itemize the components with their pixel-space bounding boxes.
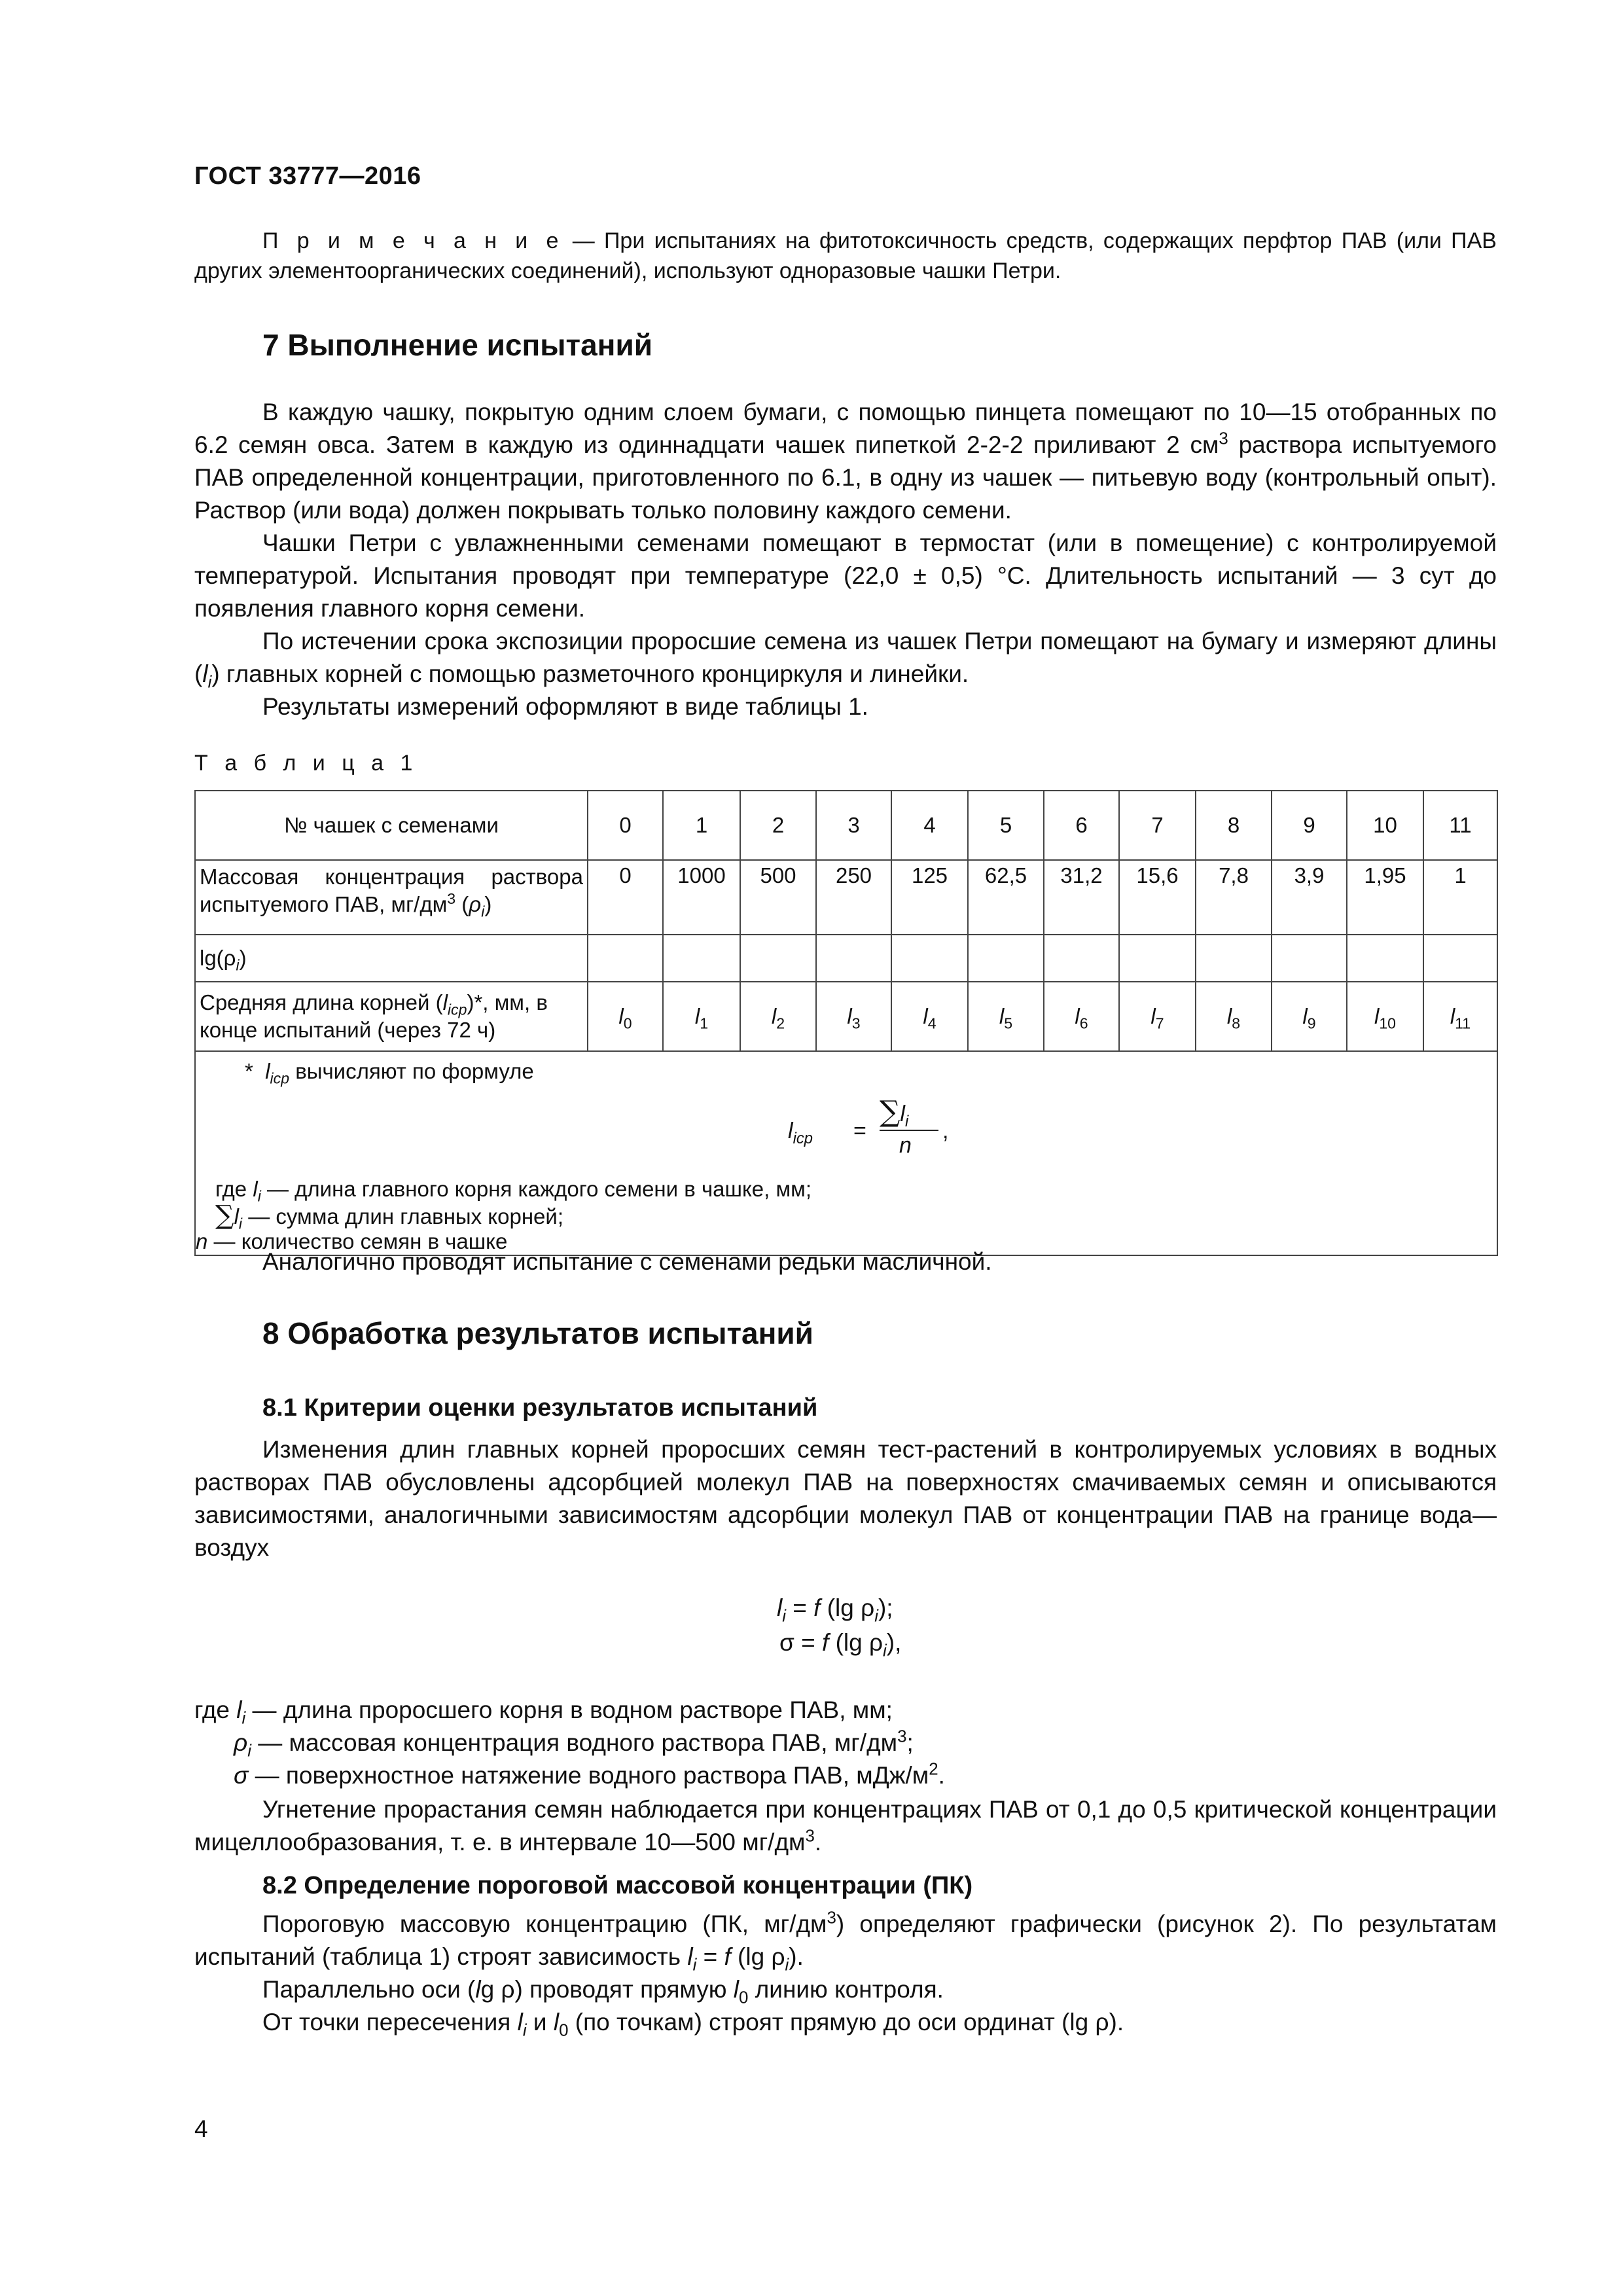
- text-run: ): [239, 946, 247, 970]
- section-7-title: 7 Выполнение испытаний: [262, 328, 653, 362]
- fraction-bar: [880, 1130, 938, 1131]
- where-line-sigma: [234, 1759, 945, 1792]
- lg-cell: [588, 935, 663, 982]
- cup-number-cell: 10: [1347, 791, 1423, 860]
- root-length-cell: [1044, 982, 1119, 1051]
- text-run: g ρ) проводят прямую: [480, 1976, 734, 2003]
- subscript: i: [692, 1956, 697, 1975]
- subscript: i: [874, 1607, 878, 1626]
- lg-cell: [1044, 935, 1119, 982]
- lg-cell: [1196, 935, 1272, 982]
- section-8-2-paragraph-2: [194, 1973, 1497, 2006]
- concentration-row: [195, 860, 1497, 935]
- section-7-paragraph-3: [194, 625, 1497, 691]
- text-run: раствора испытуемого ПАВ определенной концентрации, приготовленного по 6.1, в одну из чашек — питьевую воду (контрольный опыт). Раствор (или вода) должен покрывать только половину каждого семени.: [194, 431, 1497, 524]
- subscript: i: [241, 1709, 246, 1728]
- superscript: 3: [1219, 429, 1228, 448]
- note-label: П р и м е ч а н и е: [262, 228, 563, 253]
- subscript: i: [904, 1112, 909, 1130]
- lg-cell: [1272, 935, 1347, 982]
- lg-row: [195, 935, 1497, 982]
- root-length-cell: [1347, 982, 1423, 1051]
- variable: σ: [234, 1762, 249, 1789]
- variable: n: [196, 1229, 208, 1253]
- section-8-1-title: 8.1 Критерии оценки результатов испытаний: [262, 1394, 818, 1422]
- text-run: .: [814, 1829, 822, 1856]
- text-run: .: [938, 1762, 945, 1789]
- variable: l: [1302, 1004, 1308, 1028]
- text-run: lg(ρ: [200, 946, 236, 970]
- footnote-where-2: [215, 1202, 563, 1230]
- subscript: i: [481, 903, 485, 920]
- variable: l: [234, 1204, 239, 1229]
- table-1: [194, 790, 1498, 1256]
- text-run: Пороговую массовую концентрацию (ПК, мг/дм: [262, 1910, 827, 1937]
- subscript: 0: [559, 2021, 569, 2040]
- lg-cell: [968, 935, 1044, 982]
- section-8-2-body: [194, 1908, 1497, 2039]
- where-line-l: [194, 1694, 893, 1727]
- note-text: — При испытаниях на фитотоксичность средств, содержащих перфтор ПАВ (или ПАВ других элементоорганических соединений), используют одноразовые чашки Петри.: [194, 228, 1497, 283]
- text-run: (по точкам) строят прямую до оси ординат (lg ρ).: [568, 2009, 1124, 2036]
- text-run: ),: [886, 1629, 902, 1656]
- subscript: 5: [1004, 1014, 1013, 1032]
- root-length-cell: [968, 982, 1044, 1051]
- lg-cell: [1347, 935, 1423, 982]
- text-run: — поверхностное натяжение водного раствора ПАВ, мДж/м: [248, 1762, 929, 1789]
- where-line-rho: [234, 1727, 914, 1759]
- root-length-cell: [1272, 982, 1347, 1051]
- cup-number-cell: 9: [1272, 791, 1347, 860]
- variable: l: [1226, 1004, 1232, 1028]
- cup-number-cell: 2: [740, 791, 816, 860]
- lg-cell: [1423, 935, 1497, 982]
- text-run: — массовая концентрация водного раствора ПАВ, мг/дм: [251, 1729, 898, 1756]
- subscript: i: [257, 1187, 261, 1205]
- root-length-cell: [1423, 982, 1497, 1051]
- subscript: icp: [447, 1001, 467, 1018]
- cup-number-cell: 3: [816, 791, 891, 860]
- subscript: 1: [700, 1014, 709, 1032]
- sum-symbol: ∑: [880, 1095, 901, 1128]
- variable: l: [442, 990, 448, 1014]
- variable: f: [813, 1594, 821, 1621]
- text-run: вычисляют по формуле: [289, 1059, 534, 1083]
- root-length-cell: [1196, 982, 1272, 1051]
- text-run: По истечении срока экспозиции проросшие семена из чашек Петри помещают на бумагу и измеряют длины (: [194, 628, 1497, 687]
- section-7-paragraph-2: Чашки Петри с увлажненными семенами помещают в термостат (или в помещение) с контролируемой температурой. Испытания проводят при температуре (22,0 ± 0,5) °С. Длительность испытаний — 3 сут до появления главного корня семени.: [194, 529, 1497, 622]
- text-run: =: [696, 1943, 724, 1970]
- text-run: линию контроля.: [748, 1976, 944, 2003]
- subscript: i: [238, 1215, 243, 1232]
- root-length-row: [195, 982, 1497, 1051]
- lg-cell: [740, 935, 816, 982]
- section-8-1-paragraph-1: Изменения длин главных корней проросших семян тест-растений в контролируемых условиях в водных растворах ПАВ обусловлены адсорбцией молекул ПАВ на поверхностях смачиваемых семян и описываются зависимостями, аналогичными зависимостям адсорбции молекул ПАВ от концентрации ПАВ на границе вода—воздух: [194, 1436, 1497, 1561]
- text-run: — длина проросшего корня в водном растворе ПАВ, мм;: [245, 1696, 893, 1723]
- subscript: 9: [1307, 1014, 1316, 1032]
- formula-1: [777, 1594, 893, 1626]
- section-8-title: 8 Обработка результатов испытаний: [262, 1316, 813, 1350]
- section-7-paragraph-1: [194, 396, 1497, 527]
- text-run: — длина главного корня каждого семени в чашке, мм;: [260, 1177, 812, 1201]
- superscript: 2: [929, 1760, 938, 1779]
- lg-label-cell: [195, 935, 588, 982]
- concentration-cell: 15,6: [1119, 860, 1196, 935]
- after-table-paragraph: Аналогично проводят испытание с семенами редьки масличной.: [262, 1248, 992, 1275]
- variable: l: [553, 2009, 560, 2036]
- subscript: i: [236, 956, 240, 974]
- lg-cell: [891, 935, 968, 982]
- text-run: ;: [906, 1729, 914, 1756]
- concentration-cell: 3,9: [1272, 860, 1347, 935]
- footnote-row: [195, 1051, 1497, 1255]
- text-run: (lg ρ: [730, 1943, 785, 1970]
- variable: l: [1374, 1004, 1380, 1028]
- subscript: 11: [1455, 1014, 1471, 1032]
- variable: l: [618, 1004, 624, 1028]
- root-length-cell: [663, 982, 740, 1051]
- text-run: =: [786, 1594, 814, 1621]
- variable: l: [202, 660, 208, 687]
- equals-sign: =: [853, 1119, 866, 1143]
- subscript: 4: [927, 1014, 936, 1032]
- text-run: ) главных корней с помощью разметочного кронциркуля и линейки.: [211, 660, 969, 687]
- variable: l: [687, 1943, 693, 1970]
- text-run: где: [194, 1696, 237, 1723]
- subscript: 8: [1232, 1014, 1241, 1032]
- subscript: 7: [1155, 1014, 1164, 1032]
- text-run: σ =: [779, 1629, 823, 1656]
- cup-number-cell: 4: [891, 791, 968, 860]
- variable: l: [253, 1177, 258, 1201]
- cup-number-cell: 6: [1044, 791, 1119, 860]
- subscript: i: [207, 673, 212, 692]
- root-length-cell: [816, 982, 891, 1051]
- text-run: ) определяют графически (рисунок 2). По результатам испытаний (таблица 1) строят зависимость: [194, 1910, 1497, 1970]
- text-run: — сумма длин главных корней;: [242, 1204, 564, 1229]
- variable: ρ: [234, 1729, 248, 1756]
- text-run: От точки пересечения: [262, 2009, 518, 2036]
- text-run: и: [526, 2009, 554, 2036]
- footnote-where-1: [215, 1176, 812, 1205]
- section-7-paragraph-4: Результаты измерений оформляют в виде таблицы 1.: [262, 693, 868, 720]
- concentration-cell: 1000: [663, 860, 740, 935]
- root-length-label-cell: [195, 982, 588, 1051]
- text-run: )*, мм, в конце испытаний (через 72 ч): [200, 990, 548, 1042]
- concentration-label-cell: [195, 860, 588, 935]
- text-run: Массовая концентрация раствора испытуемого ПАВ, мг/дм: [200, 865, 583, 916]
- concentration-cell: 7,8: [1196, 860, 1272, 935]
- text-run: (lg ρ: [829, 1629, 883, 1656]
- comma: ,: [942, 1119, 949, 1143]
- text-run: (: [455, 892, 469, 916]
- concentration-cell: 125: [891, 860, 968, 935]
- cup-number-cell: 11: [1423, 791, 1497, 860]
- subscript: 2: [776, 1014, 785, 1032]
- concentration-cell: 31,2: [1044, 860, 1119, 935]
- subscript: icp: [793, 1129, 813, 1147]
- concentration-cell: 62,5: [968, 860, 1044, 935]
- section-8-2-paragraph-3: [194, 2006, 1497, 2039]
- cup-number-cell: 8: [1196, 791, 1272, 860]
- variable: l: [733, 1976, 739, 2003]
- lg-cell: [1119, 935, 1196, 982]
- concentration-cell: 500: [740, 860, 816, 935]
- standard-header: ГОСТ 33777—2016: [194, 162, 421, 190]
- variable: l: [788, 1119, 793, 1143]
- table-header-row: [195, 791, 1497, 860]
- superscript: 3: [827, 1909, 836, 1928]
- text-run: Угнетение прорастания семян наблюдается при концентрациях ПАВ от 0,1 до 0,5 критической концентрации мицеллообразования, т. е. в интервале 10—500 мг/дм: [194, 1796, 1497, 1856]
- variable: l: [475, 1976, 481, 2003]
- subscript: 6: [1079, 1014, 1088, 1032]
- cup-number-cell: 0: [588, 791, 663, 860]
- section-8-1-paragraph-2: [194, 1793, 1497, 1859]
- subscript: icp: [270, 1069, 290, 1087]
- superscript: 3: [897, 1727, 907, 1746]
- cup-number-cell: 7: [1119, 791, 1196, 860]
- concentration-cell: 1: [1423, 860, 1497, 935]
- variable: l: [923, 1004, 928, 1028]
- variable: f: [724, 1943, 731, 1970]
- variable: l: [847, 1004, 852, 1028]
- text-run: где: [215, 1177, 253, 1201]
- text-run: — количество семян в чашке: [207, 1229, 508, 1253]
- lg-cell: [663, 935, 740, 982]
- subscript: 0: [623, 1014, 632, 1032]
- variable: f: [822, 1629, 829, 1656]
- root-length-cell: [1119, 982, 1196, 1051]
- variable: l: [517, 2009, 523, 2036]
- footnote-lead: [245, 1058, 534, 1085]
- variable: ρ: [469, 892, 482, 916]
- formula-2: [779, 1629, 902, 1660]
- variable: n: [899, 1133, 912, 1158]
- root-length-cell: [588, 982, 663, 1051]
- superscript: 3: [805, 1827, 815, 1846]
- table-1-caption: Т а б л и ц а 1: [194, 751, 418, 776]
- subscript: 0: [739, 1988, 749, 2007]
- text-run: ).: [789, 1943, 804, 1970]
- section-8-2-title: 8.2 Определение пороговой массовой концентрации (ПК): [262, 1872, 973, 1899]
- text-run: ): [484, 892, 492, 916]
- cup-number-cell: 5: [968, 791, 1044, 860]
- page-number: 4: [194, 2115, 208, 2142]
- lg-cell: [816, 935, 891, 982]
- text-run: (lg ρ: [820, 1594, 875, 1621]
- concentration-cell: 0: [588, 860, 663, 935]
- root-length-cell: [891, 982, 968, 1051]
- variable: l: [1450, 1004, 1455, 1028]
- asterisk: *: [245, 1059, 253, 1083]
- concentration-cell: 250: [816, 860, 891, 935]
- subscript: 3: [851, 1014, 861, 1032]
- text-run: );: [878, 1594, 893, 1621]
- text-run: Параллельно оси (: [262, 1976, 476, 2003]
- variable: l: [694, 1004, 700, 1028]
- variable: l: [777, 1594, 783, 1621]
- subscript: i: [785, 1956, 789, 1975]
- variable: l: [900, 1102, 905, 1126]
- note-paragraph: [194, 226, 1497, 286]
- subscript: i: [883, 1641, 887, 1660]
- variable: l: [236, 1696, 242, 1723]
- superscript: 3: [447, 890, 456, 907]
- subscript: i: [782, 1607, 786, 1626]
- text-run: В каждую чашку, покрытую одним слоем бумаги, с помощью пинцета помещают по 10—15 отобранных по 6.2 семян овса. Затем в каждую из одиннадцати чашек пипеткой 2-2-2 приливают 2 см: [194, 399, 1497, 458]
- concentration-cell: 1,95: [1347, 860, 1423, 935]
- text-run: Средняя длина корней (: [200, 990, 443, 1014]
- variable: l: [999, 1004, 1005, 1028]
- subscript: 10: [1379, 1014, 1397, 1032]
- footnote-cell: [195, 1051, 1497, 1255]
- cup-number-cell: 1: [663, 791, 740, 860]
- variable: l: [771, 1004, 777, 1028]
- section-7-body: [194, 396, 1497, 723]
- header-label-cell: № чашек с семенами: [195, 791, 588, 860]
- section-8-2-paragraph-1: [194, 1908, 1497, 1973]
- variable: l: [1075, 1004, 1080, 1028]
- variable: l: [1150, 1004, 1156, 1028]
- root-length-cell: [740, 982, 816, 1051]
- sum-symbol: ∑: [215, 1200, 234, 1230]
- subscript: i: [522, 2021, 527, 2040]
- variable: l: [265, 1059, 270, 1083]
- subscript: i: [247, 1742, 251, 1761]
